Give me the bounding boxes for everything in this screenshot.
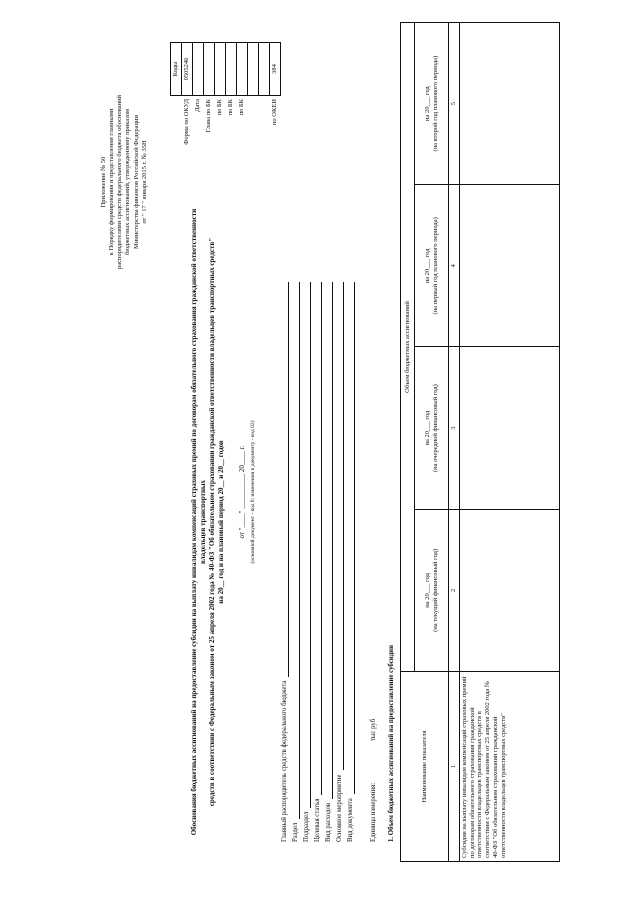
section-title: 1. Объем бюджетных ассигнований на предоставление субсидии [388, 645, 395, 842]
code-label: Форма по ОКУД [183, 99, 191, 145]
field-row [289, 282, 300, 842]
column-number: 1 [449, 672, 460, 862]
field-label: Вид документа [346, 798, 354, 842]
field-row [311, 282, 322, 842]
column-number: 2 [449, 509, 460, 671]
column-number: 5 [449, 23, 460, 185]
code-value [204, 43, 215, 96]
appendix-line: Приложение № 50 [100, 156, 107, 208]
field-label: Подраздел [302, 811, 310, 842]
code-value: 384 [270, 43, 281, 96]
unit-of-measure [370, 542, 378, 842]
column-header-year [415, 509, 449, 671]
code-label: по БК [227, 99, 235, 116]
field-row [333, 282, 344, 842]
year-sub: (на текущий финансовый год) [431, 548, 439, 632]
field-label: Раздел [291, 822, 299, 842]
field-input-line[interactable] [291, 282, 300, 819]
appendix-line: от " 17 " января 2015 г. № 35Н [140, 140, 148, 224]
document-page [70, 22, 570, 882]
group-header: Объем бюджетных ассигнований [401, 23, 415, 672]
column-header-year [415, 347, 449, 509]
codes-header: Коды [171, 43, 182, 96]
field-input-line[interactable] [324, 282, 333, 799]
code-value [259, 43, 270, 96]
field-label: Главный распорядитель средств федерального бюджета [280, 680, 288, 842]
code-label [259, 96, 270, 173]
date-line: от "____" __________ 20____ г. [238, 445, 246, 539]
code-value: 0505246 [182, 43, 193, 96]
code-value [248, 43, 259, 96]
code-label: по БК [238, 99, 246, 116]
table-row [459, 23, 559, 862]
code-label: по ОКЕИ [271, 99, 279, 126]
header-fields [278, 282, 355, 842]
field-row [278, 282, 289, 842]
codes-block [170, 42, 285, 172]
code-value [226, 43, 237, 96]
field-input-line[interactable] [335, 282, 344, 770]
title-line: средств в соответствии с Федеральным законом от 25 апреля 2002 года № 40-ФЗ "Об обязательном страховании гражданской ответственности владельцев транспортных средств" [208, 237, 217, 807]
table-cell[interactable] [459, 23, 559, 185]
appendix-line: распорядителями средств федерального бюджета обоснований [116, 94, 124, 270]
year-label: на 20___ год [423, 410, 431, 446]
field-label: Вид расходов [324, 802, 332, 842]
column-header-year [415, 185, 449, 347]
year-label: на 20___ год [423, 86, 431, 121]
column-number: 4 [449, 185, 460, 347]
year-sub: (на первый год планового периода) [431, 217, 439, 315]
date-note: (основной документ - код 0; изменения к документу - код 02) [250, 420, 256, 564]
code-value [215, 43, 226, 96]
code-value [193, 43, 204, 96]
field-input-line[interactable] [302, 282, 311, 808]
field-input-line[interactable] [280, 282, 289, 677]
year-label: на 20___ год [423, 248, 431, 284]
appendix-line: Министерства финансов Российской Федерации [132, 115, 140, 250]
column-header-year [415, 23, 449, 185]
code-label: Дата [194, 99, 202, 112]
table-cell[interactable] [459, 509, 559, 671]
unit-value: тыс руб [370, 718, 377, 742]
code-value [237, 43, 248, 96]
allocation-table [400, 22, 560, 862]
title-line: на 20__ год и на плановый период 20__ и 20__ годов [217, 440, 226, 604]
appendix-header [100, 42, 149, 322]
field-input-line[interactable] [346, 282, 355, 794]
code-label: по БК [216, 99, 224, 116]
field-input-line[interactable] [313, 282, 322, 795]
appendix-line: бюджетных ассигнований, утвержденному приказом [124, 109, 132, 256]
codes-table [170, 42, 281, 172]
field-row [300, 282, 311, 842]
code-label [248, 96, 259, 173]
year-label: на 20___ год [423, 573, 431, 608]
code-label: Глава по БК [205, 99, 213, 133]
field-row [344, 282, 355, 842]
year-sub: (на очередной финансовый год) [431, 384, 439, 473]
document-title [190, 202, 226, 842]
column-header-name: Наименование показателя [401, 672, 449, 862]
unit-label: Единица измерения: [370, 782, 377, 842]
field-row [322, 282, 333, 842]
column-number: 3 [449, 347, 460, 509]
row-label: Субсидия на выплату инвалидам компенсаций страховых премий по договорам обязательного страхования гражданской ответственности владельцев транспортных средств в соответствии с Федеральным законом от 25 апреля 2002 года № 40-ФЗ "Об обязательном страховании гражданской ответственности владельцев транспортных средств" [459, 672, 559, 862]
table-cell[interactable] [459, 185, 559, 347]
column-number-row [449, 23, 460, 862]
field-label: Целевая статья [313, 798, 321, 842]
title-line: Обоснования бюджетных ассигнований на предоставление субсидии на выплату инвалидам компенсаций страховых премий по договорам обязательного страхования гражданской ответственности владельцев транспортных [190, 208, 208, 836]
appendix-line: к Порядку формирования и представления главными [108, 108, 116, 256]
field-label: Основное мероприятие [335, 774, 343, 842]
year-sub: (на второй год планового периода) [431, 55, 439, 152]
table-cell[interactable] [459, 347, 559, 509]
